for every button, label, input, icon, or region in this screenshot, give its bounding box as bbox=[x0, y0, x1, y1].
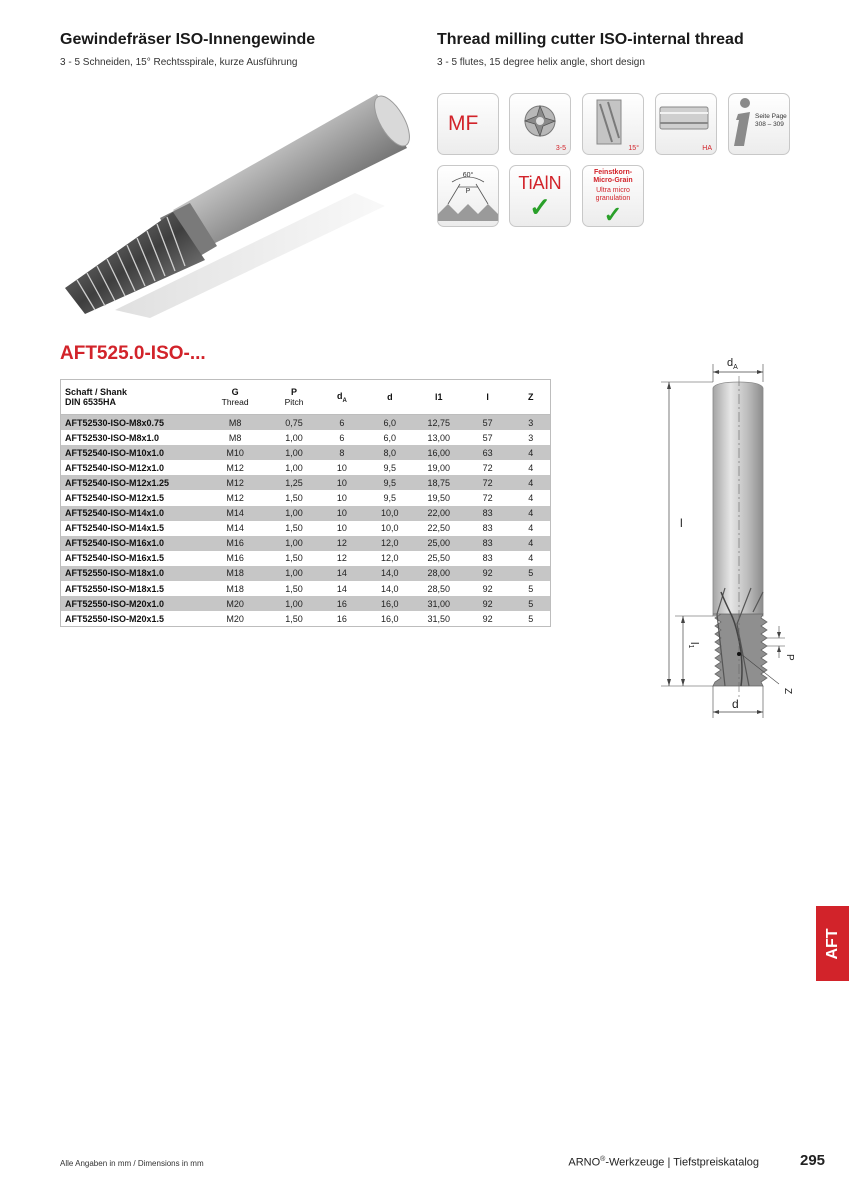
cell-da: 10 bbox=[318, 506, 366, 521]
cell-g: M8 bbox=[228, 432, 242, 443]
cell-da: 10 bbox=[318, 475, 366, 490]
cell-z: 5 bbox=[512, 596, 551, 611]
header-z: Z bbox=[528, 392, 534, 402]
table-row bbox=[61, 551, 551, 566]
grain-de-label: Feinstkorn- Micro-Grain bbox=[593, 169, 633, 184]
cell-l: 72 bbox=[464, 475, 512, 490]
cell-d: 10,0 bbox=[381, 523, 399, 534]
cell-l1: 25,00 bbox=[414, 536, 464, 551]
grain-icon bbox=[582, 165, 644, 227]
cell-d: 14,0 bbox=[381, 583, 399, 594]
header-l: l bbox=[486, 392, 489, 402]
cell-l: 83 bbox=[482, 523, 493, 534]
cell-l: 83 bbox=[464, 506, 512, 521]
cell-g: M12 bbox=[226, 462, 244, 473]
page-number: 295 bbox=[800, 1152, 826, 1169]
cell-code: AFT52550-ISO-M18x1.0 bbox=[61, 566, 201, 581]
cell-l1: 18,75 bbox=[414, 475, 464, 490]
cell-p: 1,00 bbox=[270, 445, 318, 460]
mf-icon bbox=[437, 93, 499, 155]
cell-p: 1,00 bbox=[285, 432, 303, 443]
subtitle-en: 3 - 5 flutes, 15 degree helix angle, short design bbox=[437, 57, 645, 68]
cell-p: 1,00 bbox=[270, 596, 318, 611]
cell-z: 4 bbox=[512, 536, 551, 551]
shank-label: HA bbox=[702, 145, 712, 152]
cell-p: 1,50 bbox=[285, 583, 303, 594]
cell-code: AFT52540-ISO-M14x1.0 bbox=[61, 506, 201, 521]
cell-z: 4 bbox=[512, 445, 551, 460]
cell-p: 1,50 bbox=[285, 553, 303, 564]
cell-p: 1,50 bbox=[285, 613, 303, 624]
cell-l1: 31,50 bbox=[427, 613, 450, 624]
cell-d: 6,0 bbox=[383, 432, 397, 443]
tool-photo bbox=[55, 88, 420, 318]
table-row bbox=[61, 596, 551, 611]
cell-l: 92 bbox=[464, 566, 512, 581]
cell-p: 1,00 bbox=[270, 506, 318, 521]
product-title: AFT525.0-ISO-... bbox=[60, 343, 206, 364]
cell-d: 12,0 bbox=[366, 536, 414, 551]
cell-g: M18 bbox=[200, 566, 270, 581]
shank-icon bbox=[655, 93, 717, 155]
cell-da: 12 bbox=[318, 536, 366, 551]
cell-da: 16 bbox=[336, 613, 347, 624]
section-tab-label: AFT bbox=[823, 927, 841, 960]
table-row bbox=[61, 490, 551, 505]
cell-da: 14 bbox=[318, 566, 366, 581]
cell-z: 4 bbox=[512, 475, 551, 490]
thread-pitch-label: P bbox=[465, 188, 471, 195]
table-row bbox=[61, 445, 551, 460]
header-da: $d_A$ bbox=[337, 390, 347, 404]
cell-p: 0,75 bbox=[270, 415, 318, 431]
title-en: Thread milling cutter ISO-internal thread bbox=[437, 31, 744, 48]
cell-da: 10 bbox=[336, 493, 347, 504]
header-pitch: P Pitch bbox=[284, 387, 304, 407]
spec-table bbox=[60, 379, 551, 627]
table-row bbox=[61, 581, 551, 596]
cell-p: 1,25 bbox=[270, 475, 318, 490]
cell-l: 83 bbox=[482, 553, 493, 564]
cell-z: 3 bbox=[512, 415, 551, 431]
subtitle-de: 3 - 5 Schneiden, 15° Rechtsspirale, kurze Ausführung bbox=[60, 57, 298, 68]
table-header-row bbox=[61, 380, 551, 415]
cell-p: 1,50 bbox=[285, 523, 303, 534]
cell-code: AFT52540-ISO-M14x1.5 bbox=[65, 523, 165, 534]
flutes-icon bbox=[509, 93, 571, 155]
cell-l: 57 bbox=[482, 432, 493, 443]
cell-l1: 28,50 bbox=[427, 583, 450, 594]
grain-check-icon: ✓ bbox=[603, 202, 623, 227]
drawing-z-label: Z bbox=[782, 688, 793, 695]
cell-p: 1,50 bbox=[285, 493, 303, 504]
cell-l1: 16,00 bbox=[414, 445, 464, 460]
cell-l: 92 bbox=[482, 583, 493, 594]
cell-da: 10 bbox=[336, 462, 347, 473]
cell-d: 14,0 bbox=[366, 566, 414, 581]
cell-g: M12 bbox=[200, 475, 270, 490]
cell-da: 6 bbox=[339, 432, 345, 443]
cell-d: 9,5 bbox=[383, 462, 397, 473]
cell-g: M8 bbox=[200, 415, 270, 431]
thread-60-degree-icon bbox=[438, 166, 498, 226]
drawing-l-label: l bbox=[680, 516, 683, 530]
table-row bbox=[61, 506, 551, 521]
drawing-p-label: P bbox=[784, 654, 795, 661]
table-row bbox=[61, 415, 551, 431]
cell-l1: 25,50 bbox=[427, 553, 450, 564]
cell-l1: 19,50 bbox=[427, 493, 450, 504]
cell-z: 3 bbox=[528, 432, 534, 443]
cell-g: M20 bbox=[226, 613, 244, 624]
cell-z: 4 bbox=[528, 462, 534, 473]
cell-l: 72 bbox=[482, 493, 493, 504]
cell-da: 12 bbox=[336, 553, 347, 564]
cell-l1: 19,00 bbox=[427, 462, 450, 473]
drawing-d-label: d bbox=[732, 697, 739, 711]
cell-code: AFT52530-ISO-M8x0.75 bbox=[61, 415, 201, 431]
cell-d: 16,0 bbox=[366, 596, 414, 611]
cell-l: 63 bbox=[464, 445, 512, 460]
table-row bbox=[61, 536, 551, 551]
cell-g: M14 bbox=[200, 506, 270, 521]
thread-profile-icon bbox=[437, 165, 499, 227]
cell-z: 4 bbox=[528, 493, 534, 504]
cell-da: 6 bbox=[318, 415, 366, 431]
thread-angle-label: 60° bbox=[462, 172, 474, 179]
cell-l1: 22,50 bbox=[427, 523, 450, 534]
cell-z: 5 bbox=[528, 583, 534, 594]
cell-d: 9,5 bbox=[366, 475, 414, 490]
cell-g: M18 bbox=[226, 583, 244, 594]
coating-icon bbox=[509, 165, 571, 227]
header-l1: l1 bbox=[434, 392, 443, 402]
mf-label: MF bbox=[448, 112, 479, 135]
cell-z: 4 bbox=[528, 553, 534, 564]
cell-code: AFT52540-ISO-M16x1.5 bbox=[65, 553, 165, 564]
info-icon[interactable] bbox=[728, 93, 790, 155]
cell-code: AFT52540-ISO-M12x1.5 bbox=[65, 493, 165, 504]
cell-d: 9,5 bbox=[383, 493, 397, 504]
cell-l1: 22,00 bbox=[414, 506, 464, 521]
cell-l: 72 bbox=[482, 462, 493, 473]
cell-da: 10 bbox=[336, 523, 347, 534]
cell-l1: 13,00 bbox=[427, 432, 450, 443]
helix-icon bbox=[582, 93, 644, 155]
table-row bbox=[61, 566, 551, 581]
cell-da: 8 bbox=[318, 445, 366, 460]
table-row bbox=[61, 430, 551, 445]
cell-code: AFT52530-ISO-M8x1.0 bbox=[65, 432, 160, 443]
header-shank: Schaft / Shank DIN 6535HA bbox=[65, 387, 128, 407]
info-reference: Seite Page 308 – 309 bbox=[755, 113, 787, 128]
cell-code: AFT52540-ISO-M12x1.0 bbox=[65, 462, 165, 473]
table-row bbox=[61, 475, 551, 490]
section-tab-aft[interactable] bbox=[816, 906, 849, 981]
cell-l: 92 bbox=[482, 613, 493, 624]
cell-g: M14 bbox=[226, 523, 244, 534]
table-row bbox=[61, 611, 551, 627]
table-row bbox=[61, 521, 551, 536]
cell-g: M10 bbox=[200, 445, 270, 460]
cell-l1: 28,00 bbox=[414, 566, 464, 581]
cell-code: AFT52540-ISO-M16x1.0 bbox=[61, 536, 201, 551]
drawing-l1-label: l1 bbox=[687, 642, 700, 649]
tool-drawing bbox=[655, 352, 849, 722]
footer-catalog: ARNO®-Werkzeuge | Tiefstpreiskatalog bbox=[568, 1156, 759, 1169]
cell-l: 92 bbox=[464, 596, 512, 611]
cell-p: 1,00 bbox=[270, 566, 318, 581]
cell-code: AFT52540-ISO-M10x1.0 bbox=[61, 445, 201, 460]
cell-code: AFT52540-ISO-M12x1.25 bbox=[61, 475, 201, 490]
cell-l: 83 bbox=[464, 536, 512, 551]
cell-l1: 12,75 bbox=[414, 415, 464, 431]
cell-d: 10,0 bbox=[366, 506, 414, 521]
cell-d: 8,0 bbox=[366, 445, 414, 460]
cell-d: 6,0 bbox=[366, 415, 414, 431]
drawing-da-label: $d_A$ bbox=[727, 357, 738, 371]
cell-code: AFT52550-ISO-M20x1.5 bbox=[65, 613, 165, 624]
cell-z: 5 bbox=[528, 613, 534, 624]
cell-g: M20 bbox=[200, 596, 270, 611]
cell-d: 12,0 bbox=[381, 553, 399, 564]
footer-dimensions-note: Alle Angaben in mm / Dimensions in mm bbox=[60, 1159, 204, 1168]
coating-check-icon: ✓ bbox=[529, 192, 551, 222]
header-d: d bbox=[387, 392, 393, 402]
grain-en-label: Ultra micro granulation bbox=[595, 187, 631, 202]
table-row bbox=[61, 460, 551, 475]
cell-p: 1,00 bbox=[270, 536, 318, 551]
cell-z: 5 bbox=[512, 566, 551, 581]
coating-label: TiAlN bbox=[518, 173, 562, 193]
cell-p: 1,00 bbox=[285, 462, 303, 473]
title-de: Gewindefräser ISO-Innengewinde bbox=[60, 31, 316, 48]
flutes-label: 3-5 bbox=[555, 145, 566, 152]
header-thread: G Thread bbox=[221, 387, 249, 407]
cell-code: AFT52550-ISO-M20x1.0 bbox=[61, 596, 201, 611]
cell-g: M12 bbox=[226, 493, 244, 504]
cell-z: 4 bbox=[512, 506, 551, 521]
cell-l1: 31,00 bbox=[414, 596, 464, 611]
cell-da: 14 bbox=[336, 583, 347, 594]
cell-l: 57 bbox=[464, 415, 512, 431]
cell-da: 16 bbox=[318, 596, 366, 611]
cell-g: M16 bbox=[200, 536, 270, 551]
cell-d: 16,0 bbox=[381, 613, 399, 624]
cell-code: AFT52550-ISO-M18x1.5 bbox=[65, 583, 165, 594]
cell-z: 4 bbox=[528, 523, 534, 534]
cell-g: M16 bbox=[226, 553, 244, 564]
helix-label: 15° bbox=[628, 145, 639, 152]
